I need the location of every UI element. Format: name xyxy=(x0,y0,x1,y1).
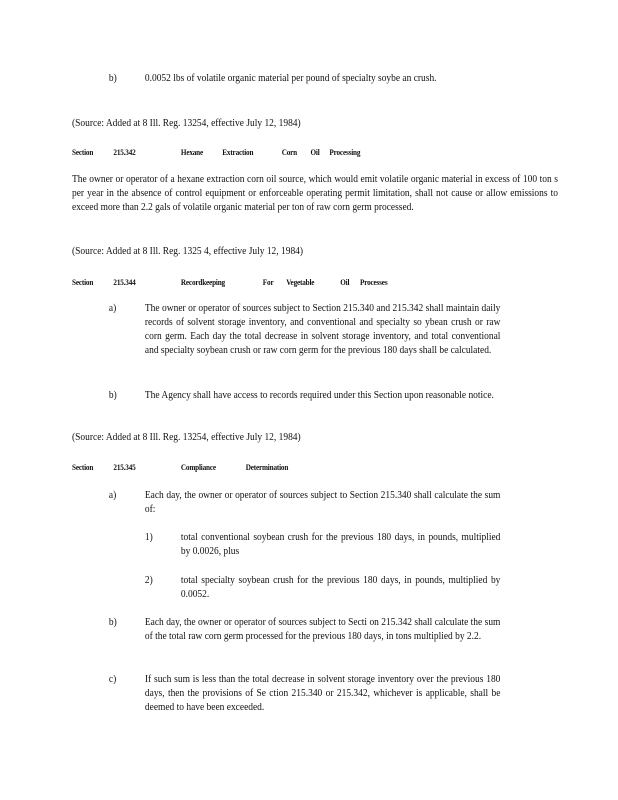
section-number: 215.344 xyxy=(113,278,136,287)
section-number: 215.345 xyxy=(113,463,136,472)
item-text: Each day, the owner or operator of sources subject to Section 215.340 shall calculate the sum of: xyxy=(144,490,501,515)
subitem-text: total conventional soybean crush for the previous 180 days, in pounds, multiplied by 0.0026, plus xyxy=(180,532,501,557)
section-heading-215-345 xyxy=(0,461,556,473)
source-note: (Source: Added at 8 Ill. Reg. 1325 4, effective July 12, 1984) xyxy=(72,246,304,257)
section-title-word: Vegetable xyxy=(286,278,315,287)
section-title-word: Corn xyxy=(281,148,297,157)
section-paragraph: The owner or operator of a hexane extraction corn oil source, which would emit volatile organic material in excess of 100 ton s per year in the absence of control equipment or enforceable operating permit limitation, shall not cause or allow emissions to exceed more than 2.2 gals of volatile organic material per ton of raw corn germ processed. xyxy=(72,174,558,213)
section-title-word: Compliance xyxy=(180,463,216,472)
section-title-word: Extraction xyxy=(222,148,254,157)
item-text: The owner or operator of sources subject to Section 215.340 and 215.342 shall maintain daily records of solvent storage inventory, and conventional and specialty so ybean crush or raw corn germ. Each day the total decrease in solvent storage inventory, and total conventional and specialty soybean crush or raw corn germ for the previous 180 days shall be calculated. xyxy=(144,303,501,356)
section-title-word: Processes xyxy=(360,278,388,287)
subitem-label: 2) xyxy=(144,575,153,586)
item-label: b) xyxy=(108,390,117,401)
section-heading-215-342 xyxy=(0,146,556,158)
section-title-word: Recordkeeping xyxy=(180,278,225,287)
source-note: (Source: Added at 8 Ill. Reg. 13254, effective July 12, 1984) xyxy=(72,118,301,129)
subitem-label: 1) xyxy=(144,532,153,543)
section-title-word: Oil xyxy=(340,278,350,287)
item-text: The Agency shall have access to records required under this Section upon reasonable notice. xyxy=(144,390,494,401)
item-label: c) xyxy=(108,674,117,685)
item-text: Each day, the owner or operator of sources subject to Secti on 215.342 shall calculate the sum of the total raw corn germ processed for the previous 180 days, in tons multiplied by 2.2. xyxy=(144,617,501,642)
section-word: Section xyxy=(72,278,94,287)
section-title-word: Hexane xyxy=(180,148,204,157)
section-heading-215-344 xyxy=(0,276,556,288)
section-word: Section xyxy=(72,148,94,157)
item-text: 0.0052 lbs of volatile organic material per pound of specialty soybe an crush. xyxy=(144,73,437,84)
item-label: a) xyxy=(108,490,117,501)
item-label: b) xyxy=(108,617,117,628)
section-title-word: Processing xyxy=(329,148,361,157)
item-label: a) xyxy=(108,303,117,314)
section-title-word: Determination xyxy=(245,463,289,472)
item-label: b) xyxy=(108,73,117,84)
source-note: (Source: Added at 8 Ill. Reg. 13254, effective July 12, 1984) xyxy=(72,432,301,443)
section-title-word: For xyxy=(262,278,274,287)
section-word: Section xyxy=(72,463,94,472)
item-text: If such sum is less than the total decrease in solvent storage inventory over the previous 180 days, then the provisions of Se ction 215.340 or 215.342, whichever is applicable, shall be deemed to have been exceeded. xyxy=(144,674,501,713)
section-number: 215.342 xyxy=(113,148,136,157)
section-title-word: Oil xyxy=(310,148,320,157)
subitem-text: total specialty soybean crush for the previous 180 days, in pounds, multiplied by 0.0052. xyxy=(180,575,501,600)
